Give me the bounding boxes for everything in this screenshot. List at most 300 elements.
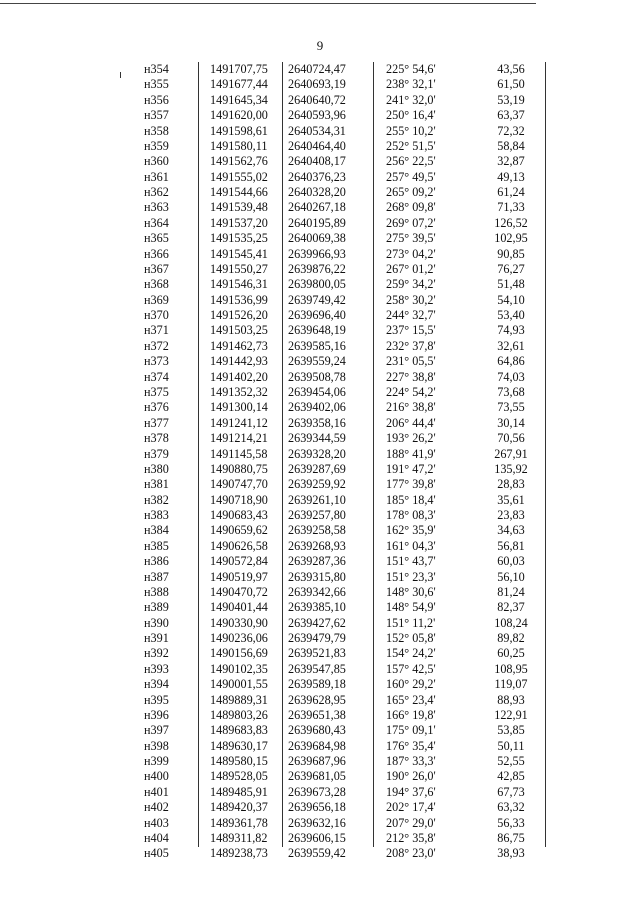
page-number: 9: [316, 38, 324, 53]
coord-x-cell: 1491535,25: [210, 231, 268, 246]
coord-x-cell: 1489803,26: [210, 707, 268, 722]
direction-angle-cell: 275° 39,5': [386, 231, 436, 246]
direction-angle-cell: 151° 43,7': [386, 554, 436, 569]
point-id-cell: н373: [144, 354, 169, 369]
distance-cell: 32,87: [497, 154, 525, 169]
coord-x-cell: 1491707,75: [210, 62, 268, 76]
coord-x-cell: 1489420,37: [210, 800, 268, 815]
coord-y-cell: 2639696,40: [288, 308, 346, 323]
point-id-cell: н363: [144, 200, 169, 215]
direction-angle-cell: 265° 09,2': [386, 185, 436, 200]
table-row: [118, 462, 550, 477]
coord-y-cell: 2639342,66: [288, 584, 346, 599]
table-row: [118, 154, 550, 169]
coord-x-cell: 1491677,44: [210, 77, 268, 92]
distance-cell: 23,83: [497, 508, 525, 523]
direction-angle-cell: 257° 49,5': [386, 169, 436, 184]
coord-x-cell: 1491241,12: [210, 415, 268, 430]
coord-x-cell: 1491546,31: [210, 277, 268, 292]
table-row: [118, 539, 550, 554]
coord-x-cell: 1491526,20: [210, 308, 268, 323]
coord-x-cell: 1491402,20: [210, 369, 268, 384]
table-row: [118, 585, 550, 600]
coord-y-cell: 2639559,24: [288, 354, 346, 369]
table-row: [118, 62, 550, 77]
coord-y-cell: 2639680,43: [288, 723, 346, 738]
coord-y-cell: 2639547,85: [288, 661, 346, 676]
table-row: [118, 646, 550, 661]
coord-y-cell: 2639287,36: [288, 554, 346, 569]
coord-x-cell: 1490718,90: [210, 492, 268, 507]
distance-cell: 74,93: [497, 323, 525, 338]
direction-angle-cell: 252° 51,5': [386, 138, 436, 153]
coord-x-cell: 1490102,35: [210, 661, 268, 676]
table-row: [118, 323, 550, 338]
coord-y-cell: 2640328,20: [288, 185, 346, 200]
table-row: [118, 293, 550, 308]
direction-angle-cell: 152° 05,8': [386, 631, 436, 646]
coord-x-cell: 1491145,58: [210, 446, 268, 461]
coord-x-cell: 1491550,27: [210, 261, 268, 276]
distance-cell: 38,93: [497, 846, 525, 861]
coord-y-cell: 2640376,23: [288, 169, 346, 184]
direction-angle-cell: 231° 05,5': [386, 354, 436, 369]
table-row: [118, 631, 550, 646]
coord-y-cell: 2639261,10: [288, 492, 346, 507]
direction-angle-cell: 151° 11,2': [386, 615, 436, 630]
point-id-cell: н391: [144, 631, 169, 646]
coord-y-cell: 2640267,18: [288, 200, 346, 215]
coord-y-cell: 2639749,42: [288, 292, 346, 307]
table-row: [118, 385, 550, 400]
point-id-cell: н398: [144, 738, 169, 753]
coord-x-cell: 1490470,72: [210, 584, 268, 599]
point-id-cell: н381: [144, 477, 169, 492]
distance-cell: 53,85: [497, 723, 525, 738]
direction-angle-cell: 165° 23,4': [386, 692, 436, 707]
coord-y-cell: 2639656,18: [288, 800, 346, 815]
table-row: [118, 785, 550, 800]
point-id-cell: н385: [144, 538, 169, 553]
coord-x-cell: 1490519,97: [210, 569, 268, 584]
coord-x-cell: 1491536,99: [210, 292, 268, 307]
coord-x-cell: 1491537,20: [210, 215, 268, 230]
table-row: [118, 139, 550, 154]
table-row: [118, 262, 550, 277]
table-row: [118, 570, 550, 585]
point-id-cell: н359: [144, 138, 169, 153]
point-id-cell: н378: [144, 431, 169, 446]
coord-y-cell: 2639687,96: [288, 754, 346, 769]
table-row: [118, 370, 550, 385]
direction-angle-cell: 206° 44,4': [386, 415, 436, 430]
point-id-cell: н392: [144, 646, 169, 661]
distance-cell: 53,40: [497, 308, 525, 323]
distance-cell: 43,56: [497, 62, 525, 76]
distance-cell: 90,85: [497, 246, 525, 261]
distance-cell: 89,82: [497, 631, 525, 646]
table-row: [118, 739, 550, 754]
point-id-cell: н379: [144, 446, 169, 461]
point-id-cell: н361: [144, 169, 169, 184]
coord-y-cell: 2639402,06: [288, 400, 346, 415]
distance-cell: 63,32: [497, 800, 525, 815]
point-id-cell: н365: [144, 231, 169, 246]
distance-cell: 56,33: [497, 815, 525, 830]
point-id-cell: н369: [144, 292, 169, 307]
direction-angle-cell: 241° 32,0': [386, 92, 436, 107]
point-id-cell: н377: [144, 415, 169, 430]
distance-cell: 32,61: [497, 338, 525, 353]
point-id-cell: н366: [144, 246, 169, 261]
coord-y-cell: 2639427,62: [288, 615, 346, 630]
coord-y-cell: 2639876,22: [288, 261, 346, 276]
distance-cell: 60,03: [497, 554, 525, 569]
point-id-cell: н382: [144, 492, 169, 507]
point-id-cell: н404: [144, 831, 169, 845]
table-row: [118, 231, 550, 246]
distance-cell: 60,25: [497, 646, 525, 661]
point-id-cell: н364: [144, 215, 169, 230]
coord-y-cell: 2639632,16: [288, 815, 346, 830]
distance-cell: 86,75: [497, 831, 525, 845]
direction-angle-cell: 244° 32,7': [386, 308, 436, 323]
table-row: [118, 339, 550, 354]
direction-angle-cell: 208° 23,0': [386, 846, 436, 861]
coord-y-cell: 2640593,96: [288, 108, 346, 123]
direction-angle-cell: 187° 33,3': [386, 754, 436, 769]
table-row: [118, 754, 550, 769]
coord-y-cell: 2640408,17: [288, 154, 346, 169]
direction-angle-cell: 190° 26,0': [386, 769, 436, 784]
coord-x-cell: 1490880,75: [210, 461, 268, 476]
distance-cell: 102,95: [494, 231, 528, 246]
coord-x-cell: 1491539,48: [210, 200, 268, 215]
table-row: [118, 600, 550, 615]
distance-cell: 56,10: [497, 569, 525, 584]
point-id-cell: н380: [144, 461, 169, 476]
coord-x-cell: 1489889,31: [210, 692, 268, 707]
direction-angle-cell: 259° 34,2': [386, 277, 436, 292]
table-row: [118, 124, 550, 139]
coord-y-cell: 2639315,80: [288, 569, 346, 584]
point-id-cell: н383: [144, 508, 169, 523]
table-row: [118, 108, 550, 123]
distance-cell: 42,85: [497, 769, 525, 784]
coord-y-cell: 2639358,16: [288, 415, 346, 430]
distance-cell: 72,32: [497, 123, 525, 138]
coord-y-cell: 2639479,79: [288, 631, 346, 646]
distance-cell: 30,14: [497, 415, 525, 430]
point-id-cell: н401: [144, 784, 169, 799]
coord-y-cell: 2640464,40: [288, 138, 346, 153]
coord-x-cell: 1491620,00: [210, 108, 268, 123]
direction-angle-cell: 267° 01,2': [386, 261, 436, 276]
direction-angle-cell: 177° 39,8': [386, 477, 436, 492]
distance-cell: 28,83: [497, 477, 525, 492]
table-row: [118, 400, 550, 415]
coord-y-cell: 2639628,95: [288, 692, 346, 707]
coord-x-cell: 1489485,91: [210, 784, 268, 799]
direction-angle-cell: 194° 37,6': [386, 784, 436, 799]
coord-x-cell: 1490747,70: [210, 477, 268, 492]
coord-x-cell: 1489238,73: [210, 846, 268, 861]
coord-y-cell: 2639385,10: [288, 600, 346, 615]
coord-y-cell: 2639648,19: [288, 323, 346, 338]
coord-y-cell: 2639966,93: [288, 246, 346, 261]
point-id-cell: н405: [144, 846, 169, 861]
distance-cell: 52,55: [497, 754, 525, 769]
table-row: [118, 508, 550, 523]
coord-x-cell: 1490401,44: [210, 600, 268, 615]
table-row: [118, 523, 550, 538]
direction-angle-cell: 269° 07,2': [386, 215, 436, 230]
coord-x-cell: 1491442,93: [210, 354, 268, 369]
direction-angle-cell: 176° 35,4': [386, 738, 436, 753]
coord-y-cell: 2639651,38: [288, 707, 346, 722]
coord-x-cell: 1489528,05: [210, 769, 268, 784]
direction-angle-cell: 256° 22,5': [386, 154, 436, 169]
point-id-cell: н389: [144, 600, 169, 615]
table-row: [118, 216, 550, 231]
coord-y-cell: 2640724,47: [288, 62, 346, 76]
direction-angle-cell: 185° 18,4': [386, 492, 436, 507]
distance-cell: 126,52: [494, 215, 528, 230]
direction-angle-cell: 237° 15,5': [386, 323, 436, 338]
point-id-cell: н400: [144, 769, 169, 784]
coord-y-cell: 2640195,89: [288, 215, 346, 230]
distance-cell: 119,07: [494, 677, 528, 692]
coord-x-cell: 1490330,90: [210, 615, 268, 630]
point-id-cell: н368: [144, 277, 169, 292]
coord-y-cell: 2639606,15: [288, 831, 346, 845]
table-row: [118, 800, 550, 815]
direction-angle-cell: 225° 54,6': [386, 62, 436, 76]
point-id-cell: н356: [144, 92, 169, 107]
coord-y-cell: 2639257,80: [288, 508, 346, 523]
distance-cell: 35,61: [497, 492, 525, 507]
direction-angle-cell: 188° 41,9': [386, 446, 436, 461]
coord-y-cell: 2639589,18: [288, 677, 346, 692]
direction-angle-cell: 250° 16,4': [386, 108, 436, 123]
direction-angle-cell: 202° 17,4': [386, 800, 436, 815]
distance-cell: 122,91: [494, 707, 528, 722]
table-row: [118, 846, 550, 861]
distance-cell: 108,95: [494, 661, 528, 676]
direction-angle-cell: 175° 09,1': [386, 723, 436, 738]
direction-angle-cell: 191° 47,2': [386, 461, 436, 476]
distance-cell: 88,93: [497, 692, 525, 707]
point-id-cell: н396: [144, 707, 169, 722]
direction-angle-cell: 258° 30,2': [386, 292, 436, 307]
distance-cell: 82,37: [497, 600, 525, 615]
coord-x-cell: 1490156,69: [210, 646, 268, 661]
table-row: [118, 816, 550, 831]
point-id-cell: н399: [144, 754, 169, 769]
distance-cell: 58,84: [497, 138, 525, 153]
direction-angle-cell: 207° 29,0': [386, 815, 436, 830]
distance-cell: 34,63: [497, 523, 525, 538]
distance-cell: 73,55: [497, 400, 525, 415]
coord-x-cell: 1491300,14: [210, 400, 268, 415]
point-id-cell: н393: [144, 661, 169, 676]
coord-y-cell: 2640693,19: [288, 77, 346, 92]
point-id-cell: н390: [144, 615, 169, 630]
coord-x-cell: 1490626,58: [210, 538, 268, 553]
coord-x-cell: 1491562,76: [210, 154, 268, 169]
point-id-cell: н357: [144, 108, 169, 123]
direction-angle-cell: 273° 04,2': [386, 246, 436, 261]
distance-cell: 49,13: [497, 169, 525, 184]
table-row: [118, 662, 550, 677]
coord-y-cell: 2639268,93: [288, 538, 346, 553]
point-id-cell: н360: [144, 154, 169, 169]
coord-x-cell: 1491580,11: [210, 138, 268, 153]
distance-cell: 71,33: [497, 200, 525, 215]
distance-cell: 63,37: [497, 108, 525, 123]
point-id-cell: н367: [144, 261, 169, 276]
coord-y-cell: 2639585,16: [288, 338, 346, 353]
distance-cell: 108,24: [494, 615, 528, 630]
coord-x-cell: 1490659,62: [210, 523, 268, 538]
distance-cell: 70,56: [497, 431, 525, 446]
coord-y-cell: 2640069,38: [288, 231, 346, 246]
coord-x-cell: 1491544,66: [210, 185, 268, 200]
direction-angle-cell: 160° 29,2': [386, 677, 436, 692]
point-id-cell: н397: [144, 723, 169, 738]
distance-cell: 81,24: [497, 584, 525, 599]
table-row: [118, 200, 550, 215]
direction-angle-cell: 212° 35,8': [386, 831, 436, 845]
point-id-cell: н372: [144, 338, 169, 353]
coord-x-cell: 1491555,02: [210, 169, 268, 184]
point-id-cell: н354: [144, 62, 169, 76]
direction-angle-cell: 227° 38,8': [386, 369, 436, 384]
direction-angle-cell: 193° 26,2': [386, 431, 436, 446]
coord-y-cell: 2639344,59: [288, 431, 346, 446]
direction-angle-cell: 255° 10,2': [386, 123, 436, 138]
coord-x-cell: 1489311,82: [210, 831, 268, 845]
distance-cell: 56,81: [497, 538, 525, 553]
coord-y-cell: 2640640,72: [288, 92, 346, 107]
coord-y-cell: 2639684,98: [288, 738, 346, 753]
direction-angle-cell: 166° 19,8': [386, 707, 436, 722]
direction-angle-cell: 161° 04,3': [386, 538, 436, 553]
table-row: [118, 308, 550, 323]
distance-cell: 53,19: [497, 92, 525, 107]
coord-y-cell: 2639328,20: [288, 446, 346, 461]
distance-cell: 54,10: [497, 292, 525, 307]
coord-y-cell: 2639800,05: [288, 277, 346, 292]
coord-y-cell: 2639521,83: [288, 646, 346, 661]
coord-x-cell: 1489580,15: [210, 754, 268, 769]
coord-y-cell: 2640534,31: [288, 123, 346, 138]
point-id-cell: н362: [144, 185, 169, 200]
point-id-cell: н395: [144, 692, 169, 707]
point-id-cell: н403: [144, 815, 169, 830]
table-row: [118, 831, 550, 846]
direction-angle-cell: 224° 54,2': [386, 384, 436, 399]
coord-y-cell: 2639259,92: [288, 477, 346, 492]
coord-x-cell: 1489683,83: [210, 723, 268, 738]
table-row: [118, 416, 550, 431]
coord-x-cell: 1489630,17: [210, 738, 268, 753]
table-row: [118, 247, 550, 262]
direction-angle-cell: 151° 23,3': [386, 569, 436, 584]
table-row: [118, 354, 550, 369]
direction-angle-cell: 148° 54,9': [386, 600, 436, 615]
distance-cell: 76,27: [497, 261, 525, 276]
direction-angle-cell: 268° 09,8': [386, 200, 436, 215]
point-id-cell: н375: [144, 384, 169, 399]
point-id-cell: н394: [144, 677, 169, 692]
coord-x-cell: 1490572,84: [210, 554, 268, 569]
coord-x-cell: 1491598,61: [210, 123, 268, 138]
table-row: [118, 77, 550, 92]
point-id-cell: н386: [144, 554, 169, 569]
table-row: [118, 431, 550, 446]
table-row: [118, 616, 550, 631]
coord-x-cell: 1491503,25: [210, 323, 268, 338]
table-row: [118, 170, 550, 185]
point-id-cell: н358: [144, 123, 169, 138]
direction-angle-cell: 216° 38,8': [386, 400, 436, 415]
direction-angle-cell: 157° 42,5': [386, 661, 436, 676]
coord-x-cell: 1490236,06: [210, 631, 268, 646]
table-row: [118, 554, 550, 569]
table-row: [118, 277, 550, 292]
top-rule: [0, 3, 536, 4]
coord-y-cell: 2639559,42: [288, 846, 346, 861]
table-row: [118, 723, 550, 738]
coord-y-cell: 2639258,58: [288, 523, 346, 538]
coord-x-cell: 1491545,41: [210, 246, 268, 261]
table-row: [118, 677, 550, 692]
table-row: [118, 693, 550, 708]
table-row: [118, 93, 550, 108]
point-id-cell: н374: [144, 369, 169, 384]
coord-x-cell: 1490683,43: [210, 508, 268, 523]
coord-x-cell: 1491645,34: [210, 92, 268, 107]
coord-y-cell: 2639681,05: [288, 769, 346, 784]
direction-angle-cell: 162° 35,9': [386, 523, 436, 538]
coord-x-cell: 1491214,21: [210, 431, 268, 446]
table-row: [118, 477, 550, 492]
point-id-cell: н387: [144, 569, 169, 584]
direction-angle-cell: 238° 32,1': [386, 77, 436, 92]
coord-y-cell: 2639454,06: [288, 384, 346, 399]
coord-y-cell: 2639508,78: [288, 369, 346, 384]
coord-x-cell: 1489361,78: [210, 815, 268, 830]
distance-cell: 74,03: [497, 369, 525, 384]
distance-cell: 135,92: [494, 461, 528, 476]
direction-angle-cell: 232° 37,8': [386, 338, 436, 353]
table-row: [118, 185, 550, 200]
point-id-cell: н371: [144, 323, 169, 338]
distance-cell: 73,68: [497, 384, 525, 399]
coord-x-cell: 1491462,73: [210, 338, 268, 353]
direction-angle-cell: 154° 24,2': [386, 646, 436, 661]
coord-x-cell: 1491352,32: [210, 384, 268, 399]
point-id-cell: н402: [144, 800, 169, 815]
coord-y-cell: 2639673,28: [288, 784, 346, 799]
direction-angle-cell: 178° 08,3': [386, 508, 436, 523]
distance-cell: 61,24: [497, 185, 525, 200]
point-id-cell: н384: [144, 523, 169, 538]
coord-y-cell: 2639287,69: [288, 461, 346, 476]
distance-cell: 267,91: [494, 446, 528, 461]
distance-cell: 64,86: [497, 354, 525, 369]
